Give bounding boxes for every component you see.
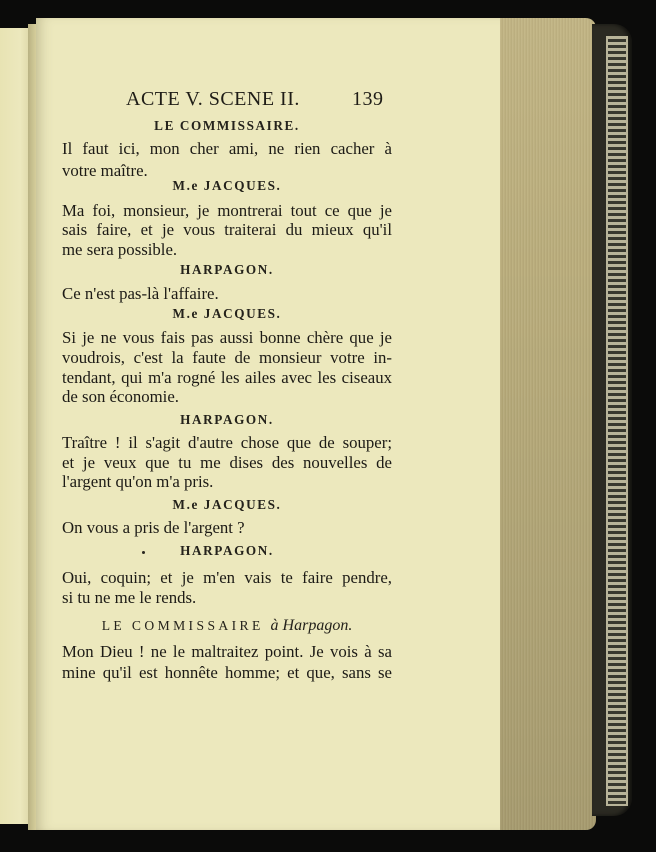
text-line: si tu ne me le rends. — [62, 588, 197, 607]
text-line: votre maître. — [62, 161, 148, 180]
stage-direction: à Harpagon. — [270, 617, 353, 634]
text-line: Il faut ici, mon cher ami, ne rien cacher à — [62, 139, 392, 158]
text-line: l'argent qu'on m'a pris. — [62, 472, 214, 491]
speaker-label: M.e JACQUES. — [172, 497, 282, 512]
text-line: Mon Dieu ! ne le maltraitez point. Je vois à sa — [62, 642, 392, 661]
text-line: me sera possible. — [62, 240, 178, 259]
header-title: ACTE V. SCENE II. — [126, 88, 300, 110]
text-line: mine qu'il est honnête homme; et que, sans se — [62, 663, 392, 682]
text-line: sais faire, et je vous traiterai du mieux qu'il — [62, 220, 392, 239]
speaker-name: LE COMMISSAIRE — [101, 618, 264, 633]
page-number: 139 — [352, 88, 384, 110]
text-line: et je veux que tu me dises des nouvelles de — [62, 453, 392, 472]
text-line: On vous a pris de l'argent ? — [62, 518, 245, 537]
text-line: Ma foi, monsieur, je montrerai tout ce que je — [62, 201, 392, 220]
speaker-label: HARPAGON. — [180, 262, 274, 277]
speaker-label: M.e JACQUES. — [172, 178, 282, 193]
text-line: Traître ! il s'agit d'autre chose que de souper; — [62, 433, 392, 452]
greek-key-border — [606, 36, 628, 806]
speaker-label: HARPAGON. — [180, 543, 274, 558]
text-line: de son économie. — [62, 387, 179, 406]
text-line: tendant, qui m'a rogné les ailes avec les ciseaux — [62, 368, 392, 387]
page-edges — [500, 18, 596, 830]
speaker-label: M.e JACQUES. — [172, 306, 282, 321]
text-line: Si je ne vous fais pas aussi bonne chère que je — [62, 328, 392, 347]
text-line: Oui, coquin; et je m'en vais te faire pendre, — [62, 568, 392, 587]
speaker-label-with-direction — [62, 617, 392, 635]
text-line: Ce n'est pas-là l'affaire. — [62, 284, 219, 303]
speaker-label: LE COMMISSAIRE. — [154, 118, 300, 133]
text-line: voudrois, c'est la faute de monsieur votre in- — [62, 348, 392, 367]
speaker-label: HARPAGON. — [180, 412, 274, 427]
